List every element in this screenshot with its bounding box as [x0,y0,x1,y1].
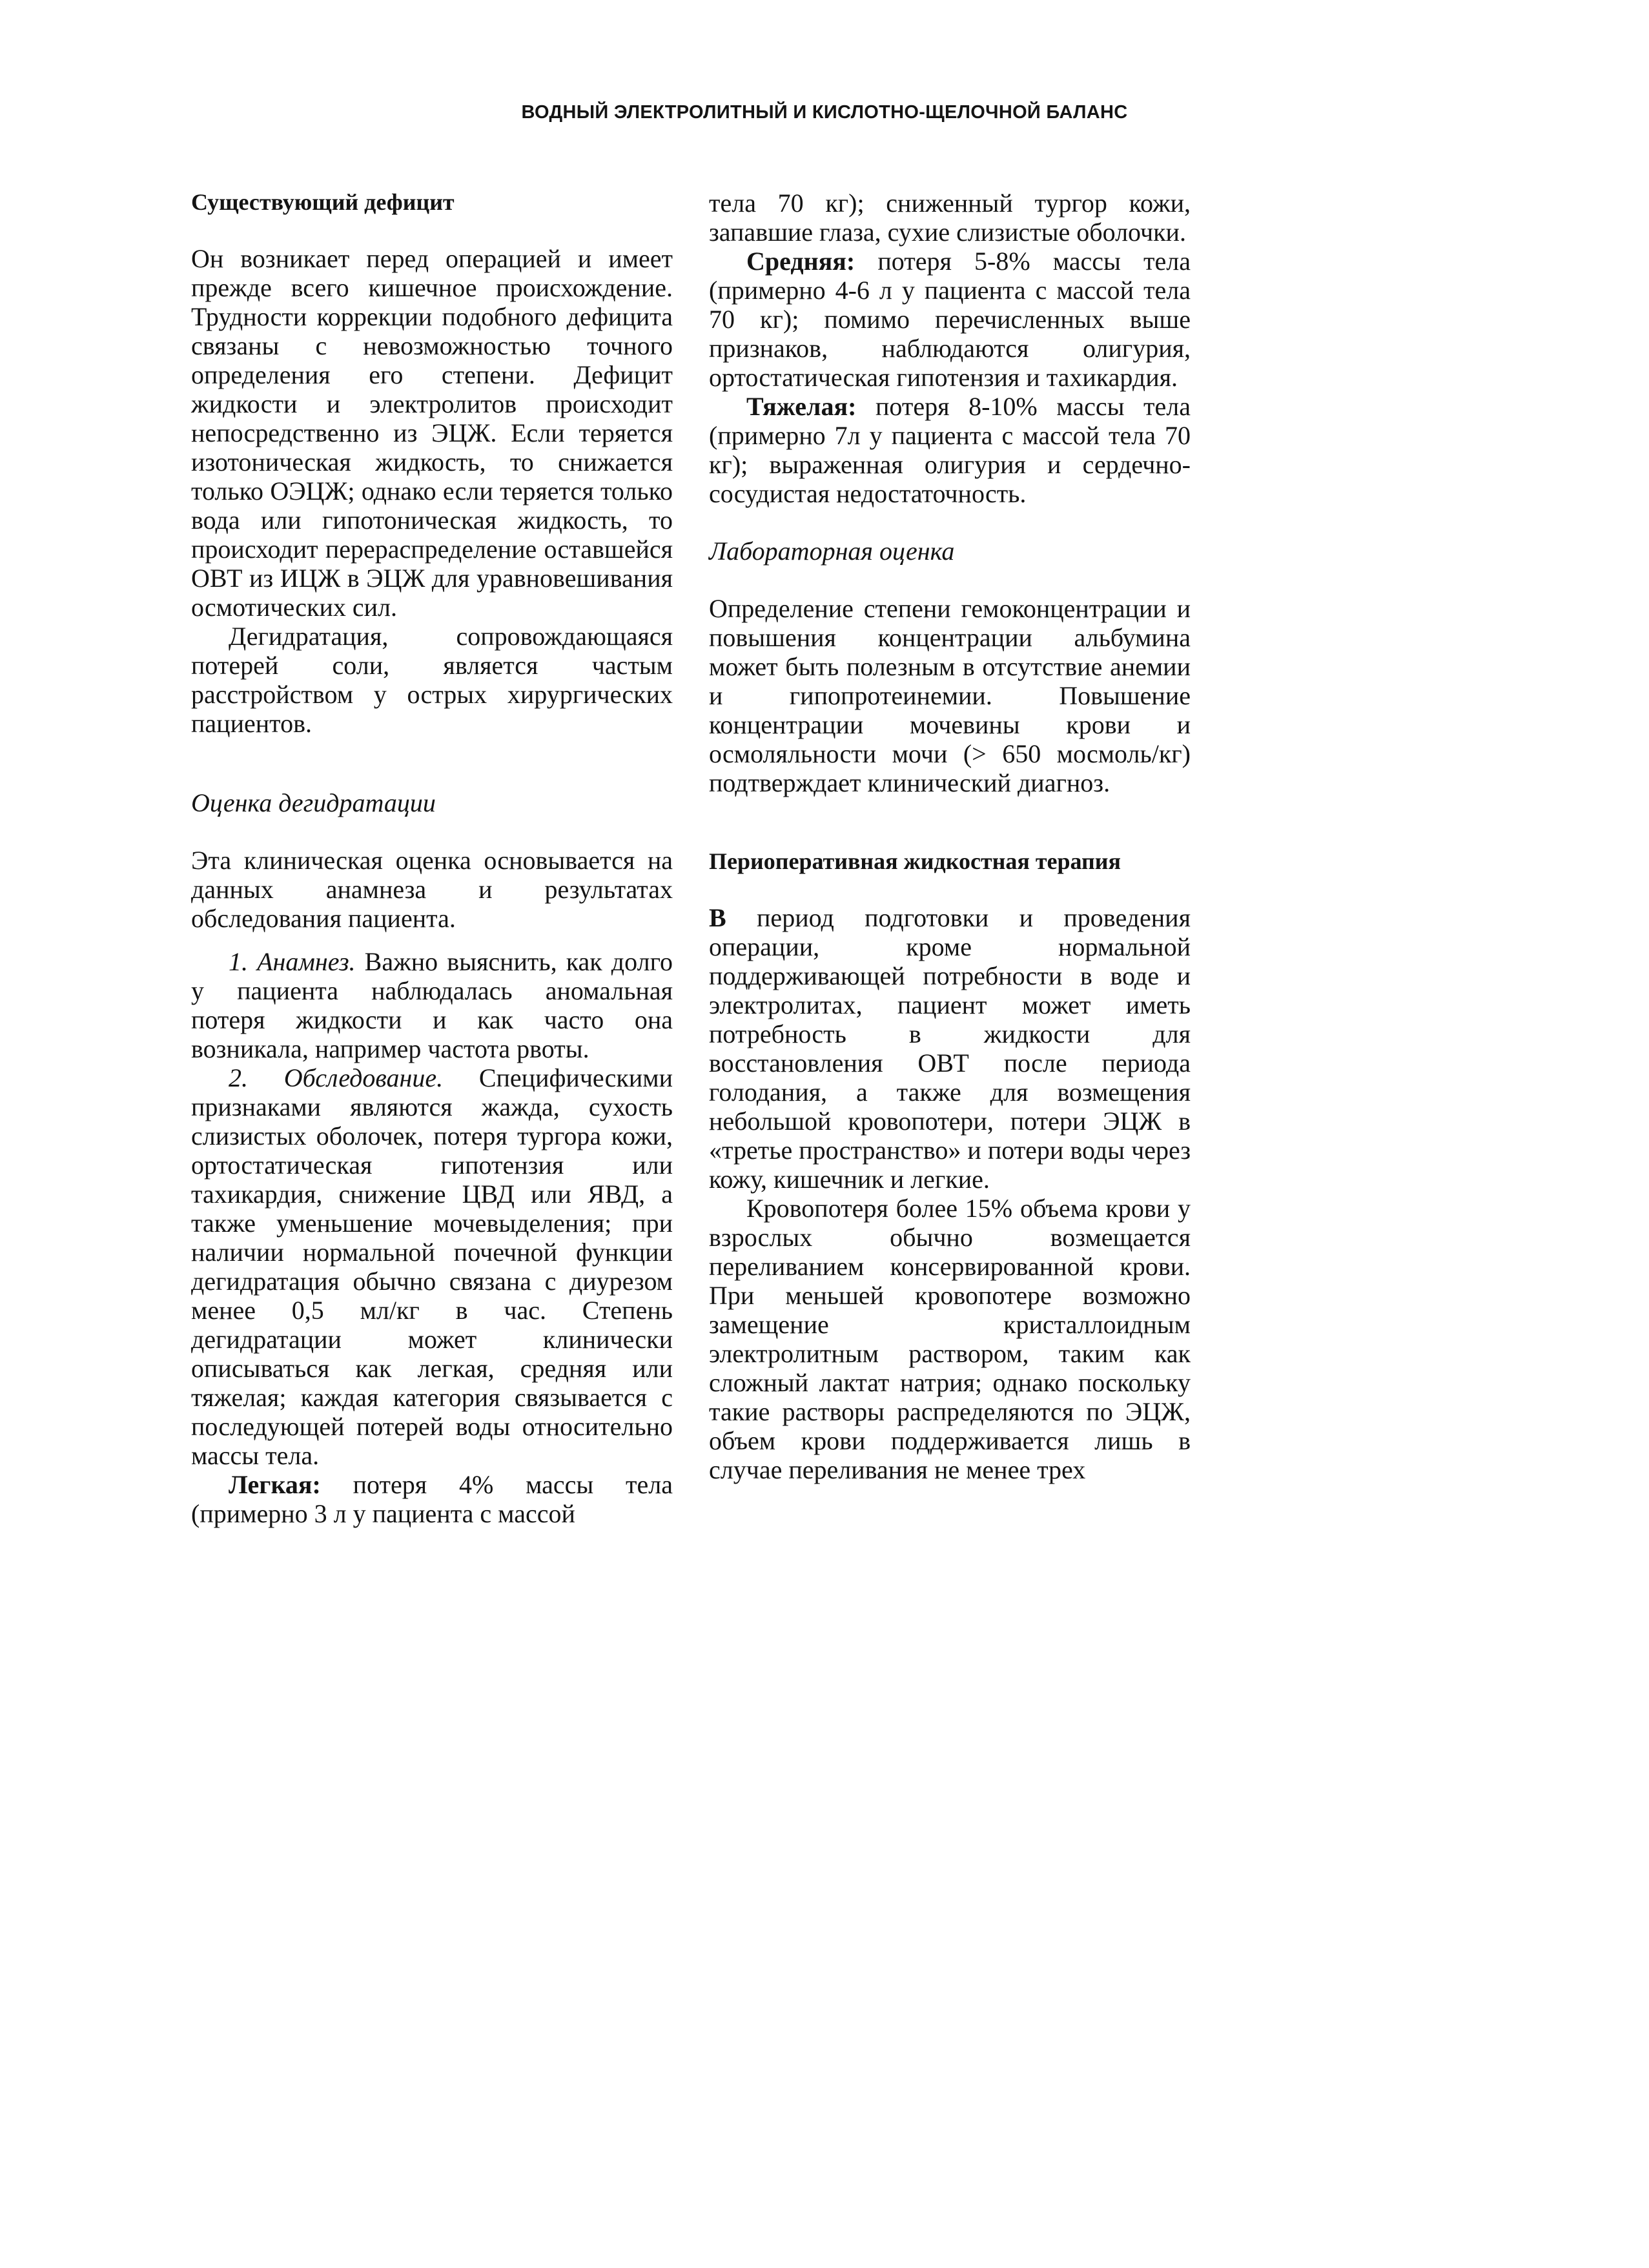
subheading-lab-assessment: Лабораторная оценка [709,536,955,566]
severe-label: Тяжелая: [746,392,857,421]
subheading-dehydration-assessment: Оценка дегидратации [191,788,436,817]
right-column [709,189,1191,1484]
paragraph-mild-continued: тела 70 кг); сниженный тургор кожи, запавшие глаза, сухие слизистые оболочки. [709,189,1191,247]
examination-text: Специфическими признаками являются жажда, сухость слизистых оболочек, потеря тургора кожи, ортостатическая гипотензия или тахикардия, снижение ЦВД или ЯВД, а также уменьшение мочевыделения; при наличии нормальной почечной функции дегидратация обычно связана с диурезом менее 0,5 мл/кг в час. Степень дегидратации может клинически описываться как легкая, средняя или тяжелая; каждая категория связывается с последующей потерей воды относительно массы тела. [191,1063,673,1470]
paragraph-dehydration: Дегидратация, сопровождающаяся потерей соли, является частым расстройством у острых хирургических пациентов. [191,622,673,738]
anamnesis-label: 1. Анамнез. [229,947,356,976]
anamnesis-text: Важно выяснить, как долго у пациента наблюдалась аномальная потеря жидкости и как часто она возникала, например частота рвоты. [191,947,673,1063]
paragraph-severe [709,392,1191,508]
paragraph-moderate [709,247,1191,392]
paragraph-mild [191,1470,673,1528]
list-item-examination [191,1063,673,1470]
section-heading-existing-deficit: Существующий дефицит [191,189,455,215]
moderate-label: Средняя: [746,247,855,276]
perioperative-first-letter: В [709,903,726,932]
paragraph-deficit: Он возникает перед операцией и имеет прежде всего кишечное происхождение. Трудности коррекции подобного дефицита связаны с невозможностью точного определения его степени. Дефицит жидкости и электролитов происходит непосредственно из ЭЦЖ. Если теряется изотоническая жидкость, то снижается только ОЭЦЖ; однако если теряется только вода или гипотоническая жидкость, то происходит перераспределение оставшейся ОВТ из ИЦЖ в ЭЦЖ для уравновешивания осмотических сил. [191,244,673,622]
moderate-text: потеря 5-8% массы тела (примерно 4-6 л у пациента с массой тела 70 кг); помимо перечисленных выше признаков, наблюдаются олигурия, ортостатическая гипотензия и тахикардия. [709,247,1191,392]
list-item-anamnesis [191,947,673,1063]
mild-text: потеря 4% массы тела (примерно 3 л у пациента с массой [191,1470,673,1528]
running-header: ВОДНЫЙ ЭЛЕКТРОЛИТНЫЙ И КИСЛОТНО-ЩЕЛОЧНОЙ БАЛАНС [521,102,1128,123]
left-column [191,189,673,1528]
paragraph-assessment: Эта клиническая оценка основывается на данных анамнеза и результатах обследования пациента. [191,846,673,933]
paragraph-blood-loss: Кровопотеря более 15% объема крови у взрослых обычно возмещается переливанием консервированной крови. При меньшей кровопотере возможно замещение кристаллоидным электролитным раствором, таким как сложный лактат натрия; однако поскольку такие растворы распределяются по ЭЦЖ, объем крови поддерживается лишь в случае переливания не менее трех [709,1194,1191,1484]
paragraph-lab: Определение степени гемоконцентрации и повышения концентрации альбумина может быть полезным в отсутствие анемии и гипопротеинемии. Повышение концентрации мочевины крови и осмоляльности мочи (> 650 мосмоль/кг) подтверждает клинический диагноз. [709,594,1191,797]
section-heading-perioperative: Периоперативная жидкостная терапия [709,848,1122,874]
mild-label: Легкая: [229,1470,321,1499]
severe-text: потеря 8-10% массы тела (примерно 7л у пациента с массой тела 70 кг); выраженная олигурия и сердечно-сосудистая недостаточность. [709,392,1191,508]
paragraph-perioperative [709,903,1191,1194]
perioperative-text: период подготовки и проведения операции, кроме нормальной поддерживающей потребности в воде и электролитах, пациент может иметь потребность в жидкости для восстановления ОВТ после периода голодания, а также для возмещения небольшой кровопотери, потери ЭЦЖ в «третье пространство» и потери воды через кожу, кишечник и легкие. [709,903,1191,1194]
examination-label: 2. Обследование. [229,1063,444,1092]
